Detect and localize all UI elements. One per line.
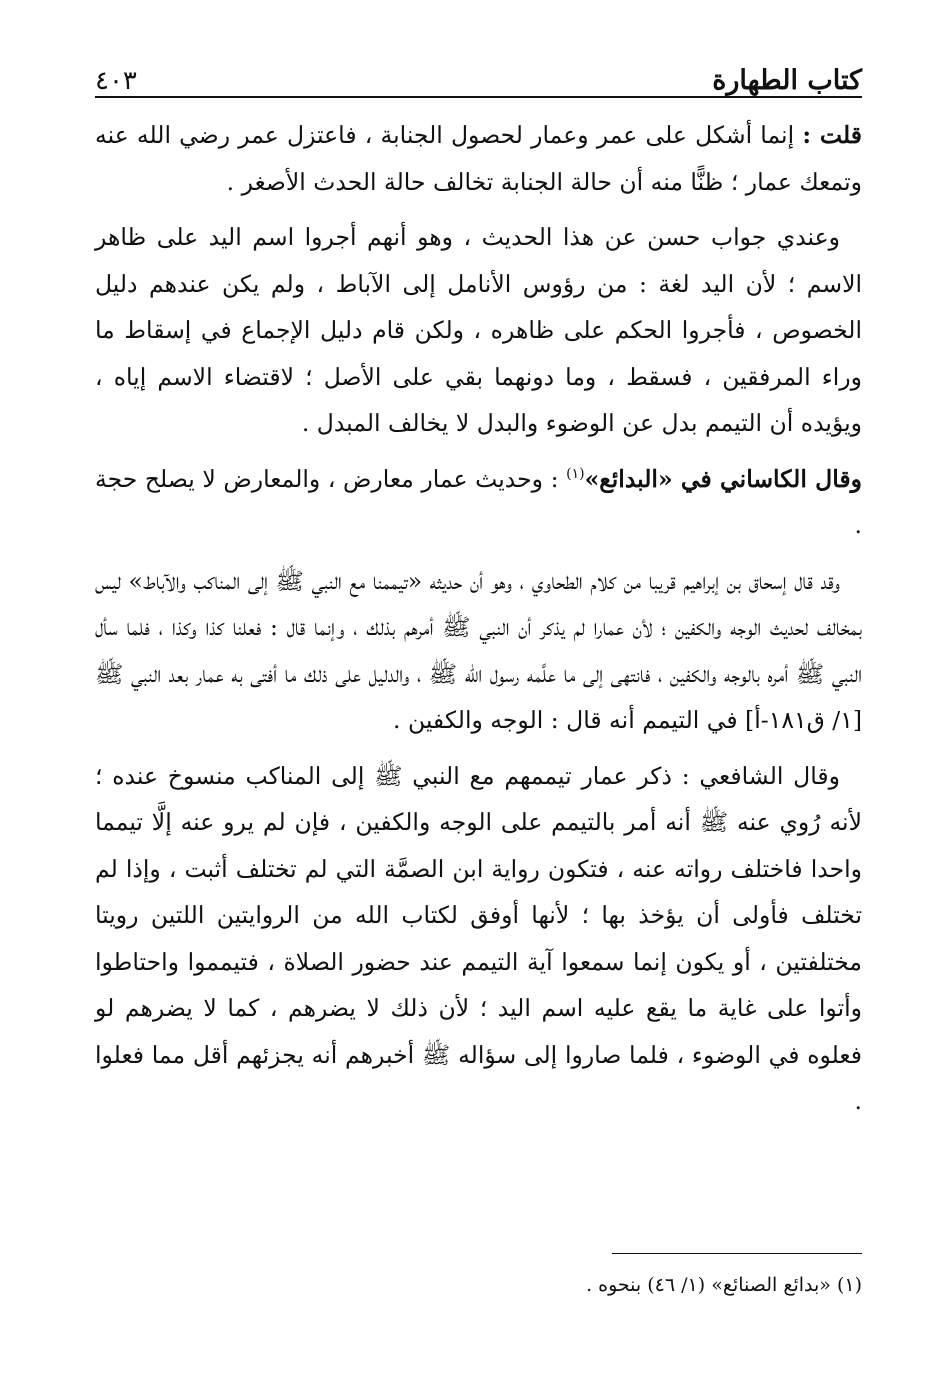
- footnote-text: (١) «بدائع الصنائع» (١/ ٤٦) بنحوه .: [586, 1274, 862, 1296]
- paragraph-3: [95, 456, 862, 549]
- book-title: كتاب الطهارة: [712, 65, 862, 96]
- paragraph-text: : وحديث عمار معارض ، والمعارض لا يصلح حجة .: [95, 464, 862, 539]
- paragraph-text: إنما أشكل على عمر وعمار لحصول الجنابة ، فاعتزل عمر رضي الله عنه وتمعك عمار ؛ ظنًّا منه أن حالة الجنابة تخالف حالة الحدث الأصغر .: [95, 121, 862, 196]
- footnote: [95, 1270, 862, 1300]
- body-text: [95, 112, 862, 1134]
- paragraph-text: وقال الشافعي : ذكر عمار تيممهم مع النبي ﷺ إلى المناكب منسوخ عنده ؛ لأنه رُوي عنه ﷺ أنه أمر بالتيمم على الوجه والكفين ، فإن لم يرو عنه إلَّا تيمما واحدا فاختلف رواته عنه ، فتكون رواية ابن الصمَّة التي لم تختلف أثبت ، وإذا لم تختلف فأولى أن يؤخذ بها ؛ لأنها أوفق لكتاب الله من الروايتين اللتين رويتا مختلفتين ، أو يكون إنما سمعوا آية التيمم عند حضور الصلاة ، فتيمموا واحتاطوا وأتوا على غاية ما يقع عليه اسم اليد ؛ لأن ذلك لا يضرهم ، كما لا يضرهم لو فعلوه في الوضوء ، فلما صاروا إلى سؤاله ﷺ أخبرهم أنه يجزئهم أقل مما فعلوا .: [95, 761, 862, 1115]
- page-number: ٤٠٣: [95, 66, 137, 96]
- paragraph-text: وقد قال إسحاق بن إبراهيم قريبا من كلام الطحاوي ، وهو أن حديثه «تيممنا مع النبي ﷺ إلى المناكب والآباط» ليس بمخالف لحديث الوجه والكفين ؛ لأن عمارا لم يذكر أن النبي ﷺ أمرهم بذلك ، وإنما قال : فعلنا كذا وكذا ، فلما سأل النبي ﷺ أمره بالوجه والكفين ، فانتهى إلى ما علَّمه رسول الله ﷺ ، والدليل على ذلك ما أفتى به عمار بعد النبي ﷺ [١/ ق١٨١-أ] في التيمم أنه قال : الوجه والكفين .: [95, 566, 862, 734]
- paragraph-4: [95, 558, 862, 744]
- paragraph-lead: وقال الكاساني في «البدائع»: [584, 464, 862, 493]
- footnote-divider: [612, 1253, 862, 1254]
- footnote-reference[interactable]: (١): [566, 465, 585, 482]
- paragraph-2: [95, 214, 862, 447]
- paragraph-1: [95, 112, 862, 205]
- page-header: [95, 40, 862, 96]
- paragraph-5: [95, 753, 862, 1125]
- paragraph-lead: قلت :: [802, 121, 862, 149]
- header-divider: [95, 96, 862, 98]
- paragraph-text: وعندي جواب حسن عن هذا الحديث ، وهو أنهم أجروا اسم اليد على ظاهر الاسم ؛ لأن اليد لغة : من رؤوس الأنامل إلى الآباط ، ولم يكن عندهم دليل الخصوص ، فأجروا الحكم على ظاهره ، ولكن قام دليل الإجماع في إسقاط ما وراء المرفقين ، فسقط ، وما دونهما بقي على الأصل ؛ لاقتضاء الاسم إياه ، ويؤيده أن التيمم بدل عن الوضوء والبدل لا يخالف المبدل .: [95, 223, 862, 437]
